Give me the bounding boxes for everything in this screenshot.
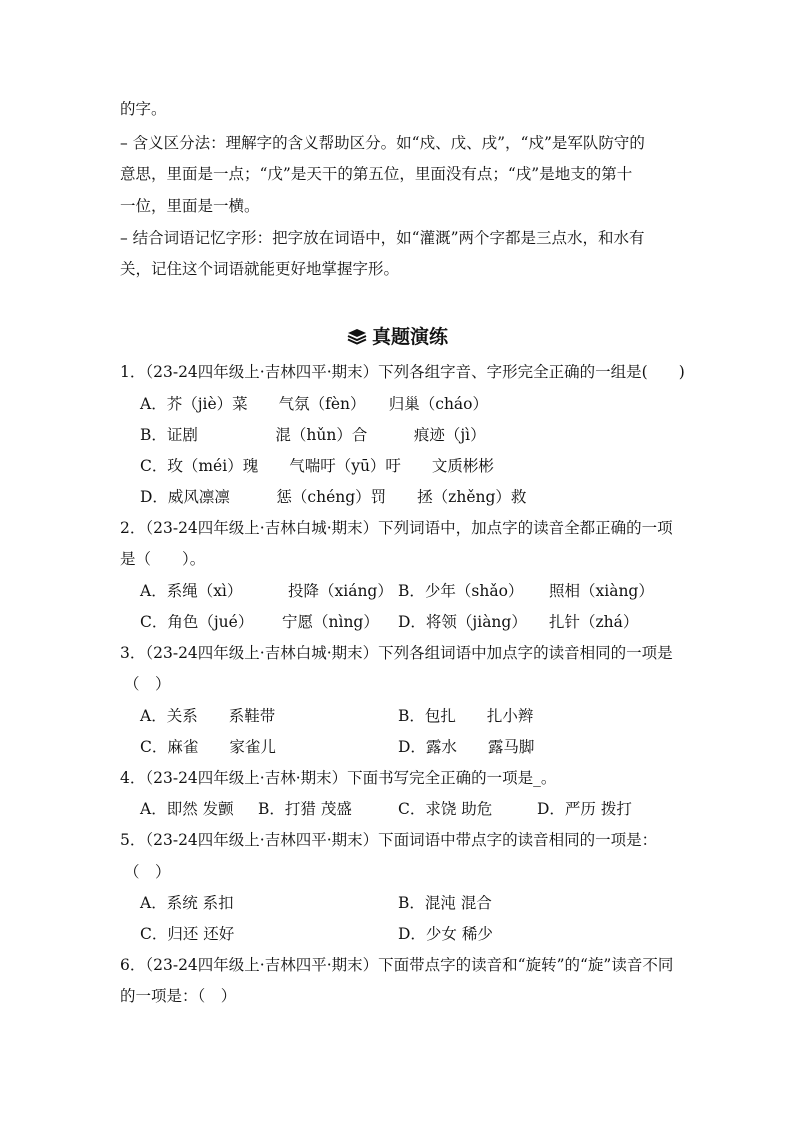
question-5-stem: 5．（23-24四年级上·吉林四平·期末）下面词语中带点字的读音相同的一项是： xyxy=(120,831,658,849)
question-4-option-a: A．即然 发颤 xyxy=(140,800,234,818)
question-2-option-a2: 投降（xiáng） xyxy=(288,582,393,600)
question-3-option-a: A．关系 系鞋带 xyxy=(140,707,276,725)
question-3-option-b: B．包扎 扎小辫 xyxy=(398,707,534,725)
question-5-option-a: A．系统 系扣 xyxy=(140,894,234,912)
question-3-stem: 3．（23-24四年级上·吉林白城·期末）下列各组词语中加点字的读音相同的一项是 xyxy=(120,644,673,662)
intro-line: 意思，里面是一点；“戊”是天干的第五位，里面没有点；“戌”是地支的第十 xyxy=(120,165,633,183)
question-1-option-d: D．威风凛凛 惩（chéng）罚 拯（zhěng）救 xyxy=(140,488,527,506)
question-4-option-b: B．打猎 茂盛 xyxy=(258,800,352,818)
section-title: 真题演练 xyxy=(371,326,448,348)
question-2-option-c2: 宁愿（nìng） xyxy=(282,613,379,631)
intro-line: – 含义区分法：理解字的含义帮助区分。如“戍、戊、戌”，“戍”是军队防守的 xyxy=(120,134,645,152)
question-6-stem: 6．（23-24四年级上·吉林四平·期末）下面带点字的读音和“旋转”的“旋”读音不同 xyxy=(120,956,674,974)
intro-line: 关，记住这个词语就能更好地掌握字形。 xyxy=(120,260,400,278)
question-1-option-c: C．玫（méi）瑰 气喘吁（yū）吁 文质彬彬 xyxy=(140,457,494,475)
question-1-stem: 1．（23-24四年级上·吉林四平·期末）下列各组字音、字形完全正确的一组是( ) xyxy=(120,363,685,381)
question-5-stem-cont: （ ） xyxy=(124,863,171,881)
question-1-option-a: A．芥（jiè）菜 气氛（fèn） 归巢（cháo） xyxy=(140,395,489,413)
question-2-option-c: C．角色（jué） xyxy=(140,613,254,631)
books-icon xyxy=(346,327,368,347)
question-2-option-d2: 扎针（zhá） xyxy=(549,613,639,631)
question-6-stem-cont: 的一项是：（ ） xyxy=(120,987,237,1005)
question-5-option-d: D．少女 稀少 xyxy=(398,925,493,943)
question-5-option-c: C．归还 还好 xyxy=(140,925,235,943)
question-2-stem: 2．（23-24四年级上·吉林白城·期末）下列词语中，加点字的读音全都正确的一项 xyxy=(120,519,673,537)
section-heading xyxy=(0,322,794,349)
question-4-option-d: D．严历 拨打 xyxy=(537,800,632,818)
intro-line: 的字。 xyxy=(120,100,167,118)
question-2-option-b2: 照相（xiàng） xyxy=(549,582,654,600)
question-5-option-b: B．混沌 混合 xyxy=(398,894,492,912)
question-2-stem-cont: 是（ ）。 xyxy=(120,550,206,568)
question-2-option-d: D．将领（jiàng） xyxy=(398,613,527,631)
question-3-option-d: D．露水 露马脚 xyxy=(398,738,535,756)
question-1-option-b: B．证剧 混（hǔn）合 痕迹（jì） xyxy=(140,426,486,444)
question-3-stem-cont: （ ） xyxy=(124,675,171,693)
question-2-option-a: A．系绳（xì） xyxy=(140,582,243,600)
question-4-option-c: C．求饶 助危 xyxy=(398,800,493,818)
question-2-option-b: B．少年（shǎo） xyxy=(398,582,524,600)
question-3-option-c: C．麻雀 家雀儿 xyxy=(140,738,276,756)
intro-line: 一位，里面是一横。 xyxy=(120,197,260,215)
intro-line: – 结合词语记忆字形：把字放在词语中，如“灌溉”两个字都是三点水，和水有 xyxy=(120,229,645,247)
question-4-stem: 4．（23-24四年级上·吉林·期末）下面书写完全正确的一项是_。 xyxy=(120,769,557,787)
